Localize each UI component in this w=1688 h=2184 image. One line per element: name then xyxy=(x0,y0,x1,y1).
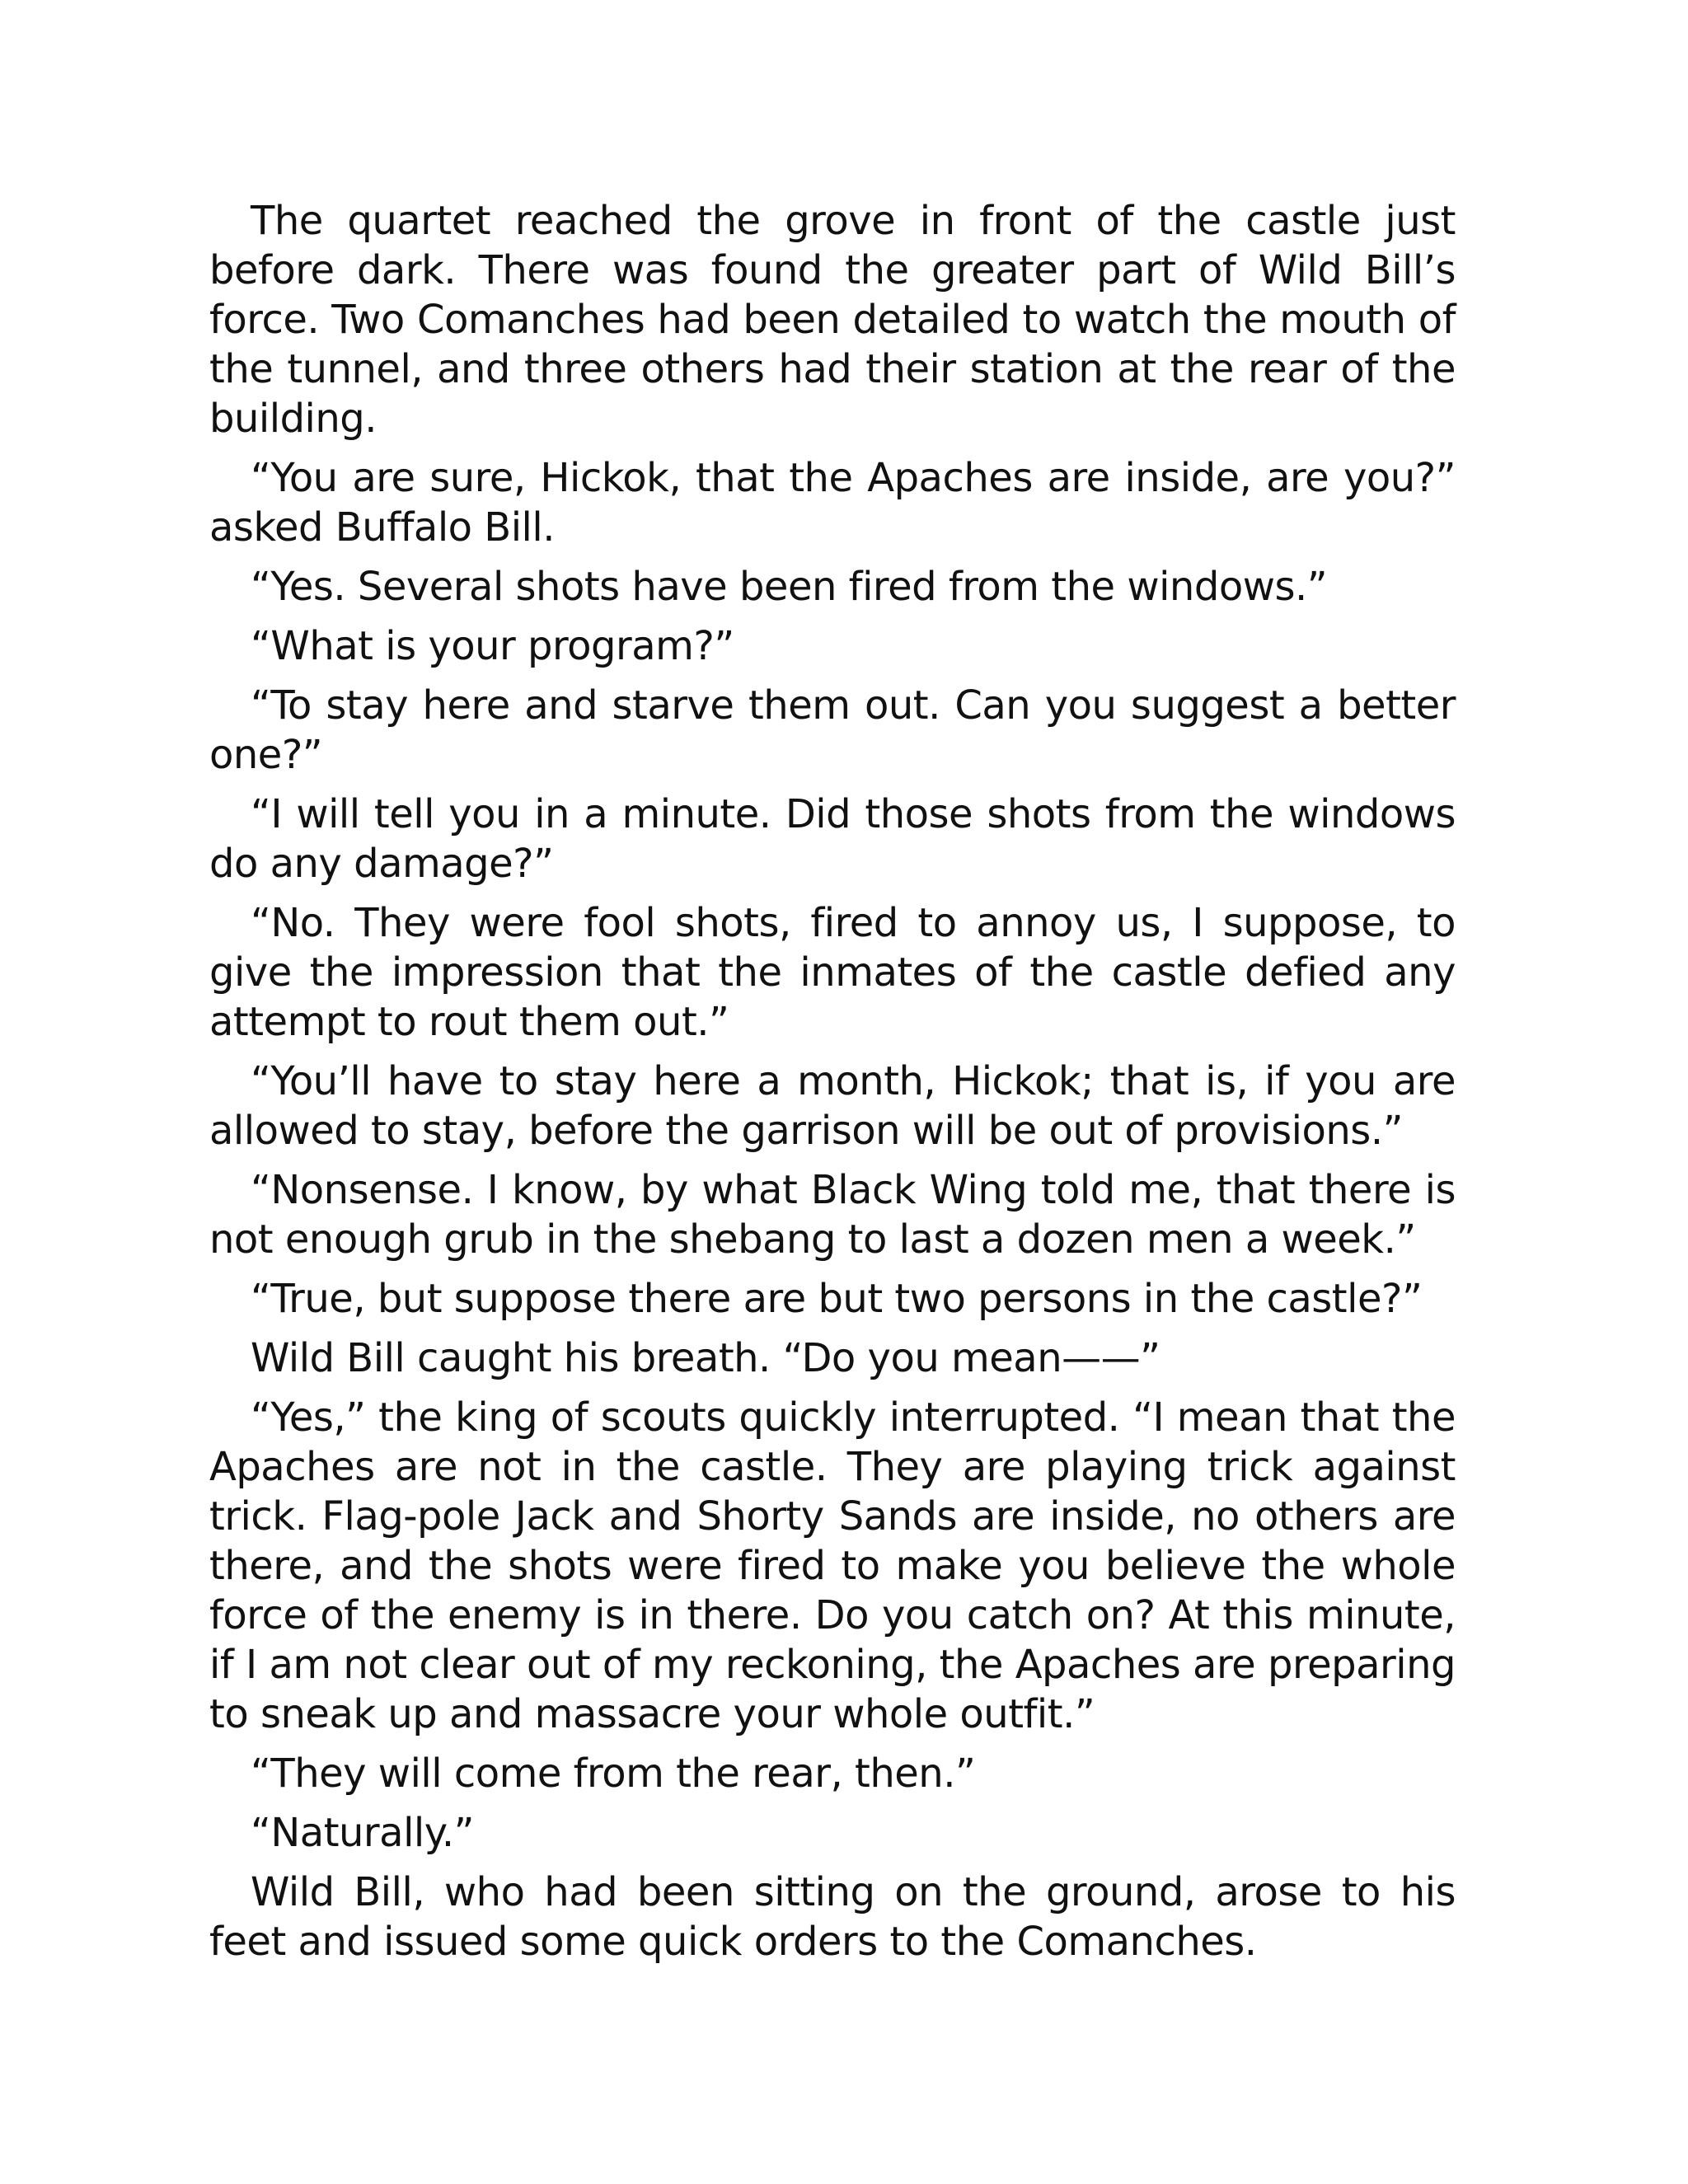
paragraph-11: Wild Bill caught his breath. “Do you mean——” xyxy=(251,1335,1160,1381)
paragraph-9: “Nonsense. I know, by what Black Wing told me, that there is not enough grub in the shebang to last a dozen men a week.” xyxy=(209,1167,1456,1263)
paragraph-5: “To stay here and starve them out. Can you suggest a better one?” xyxy=(209,682,1456,778)
paragraph-14: “Naturally.” xyxy=(251,1810,474,1856)
paragraph-12: “Yes,” the king of scouts quickly interrupted. “I mean that the Apaches are not in the castle. They are playing trick against trick. Flag-pole Jack and Shorty Sands are inside, no others are there, and the shots were fired to make you believe the whole force of the enemy is in there. Do you catch on? At this minute, if I am not clear out of my reckoning, the Apaches are preparing to sneak up and massacre your whole outfit.” xyxy=(209,1394,1456,1737)
paragraph-8: “You’ll have to stay here a month, Hickok; that is, if you are allowed to stay, before the garrison will be out of provisions.” xyxy=(209,1058,1456,1154)
paragraph-1: The quartet reached the grove in front of the castle just before dark. There was found the greater part of Wild Bill’s force. Two Comanches had been detailed to watch the mouth of the tunnel, and three others had their station at the rear of the building. xyxy=(209,198,1456,442)
paragraph-6: “I will tell you in a minute. Did those shots from the windows do any damage?” xyxy=(209,791,1456,887)
page-body xyxy=(209,196,1456,1976)
paragraph-4: “What is your program?” xyxy=(251,623,734,669)
paragraph-13: “They will come from the rear, then.” xyxy=(251,1750,976,1797)
paragraph-15: Wild Bill, who had been sitting on the ground, arose to his feet and issued some quick orders to the Comanches. xyxy=(209,1869,1456,1965)
paragraph-3: “Yes. Several shots have been fired from the windows.” xyxy=(251,564,1328,610)
paragraph-2: “You are sure, Hickok, that the Apaches are inside, are you?” asked Buffalo Bill. xyxy=(209,455,1456,551)
paragraph-7: “No. They were fool shots, fired to annoy us, I suppose, to give the impression that the inmates of the castle defied any attempt to rout them out.” xyxy=(209,900,1456,1045)
paragraph-10: “True, but suppose there are but two persons in the castle?” xyxy=(251,1276,1423,1322)
